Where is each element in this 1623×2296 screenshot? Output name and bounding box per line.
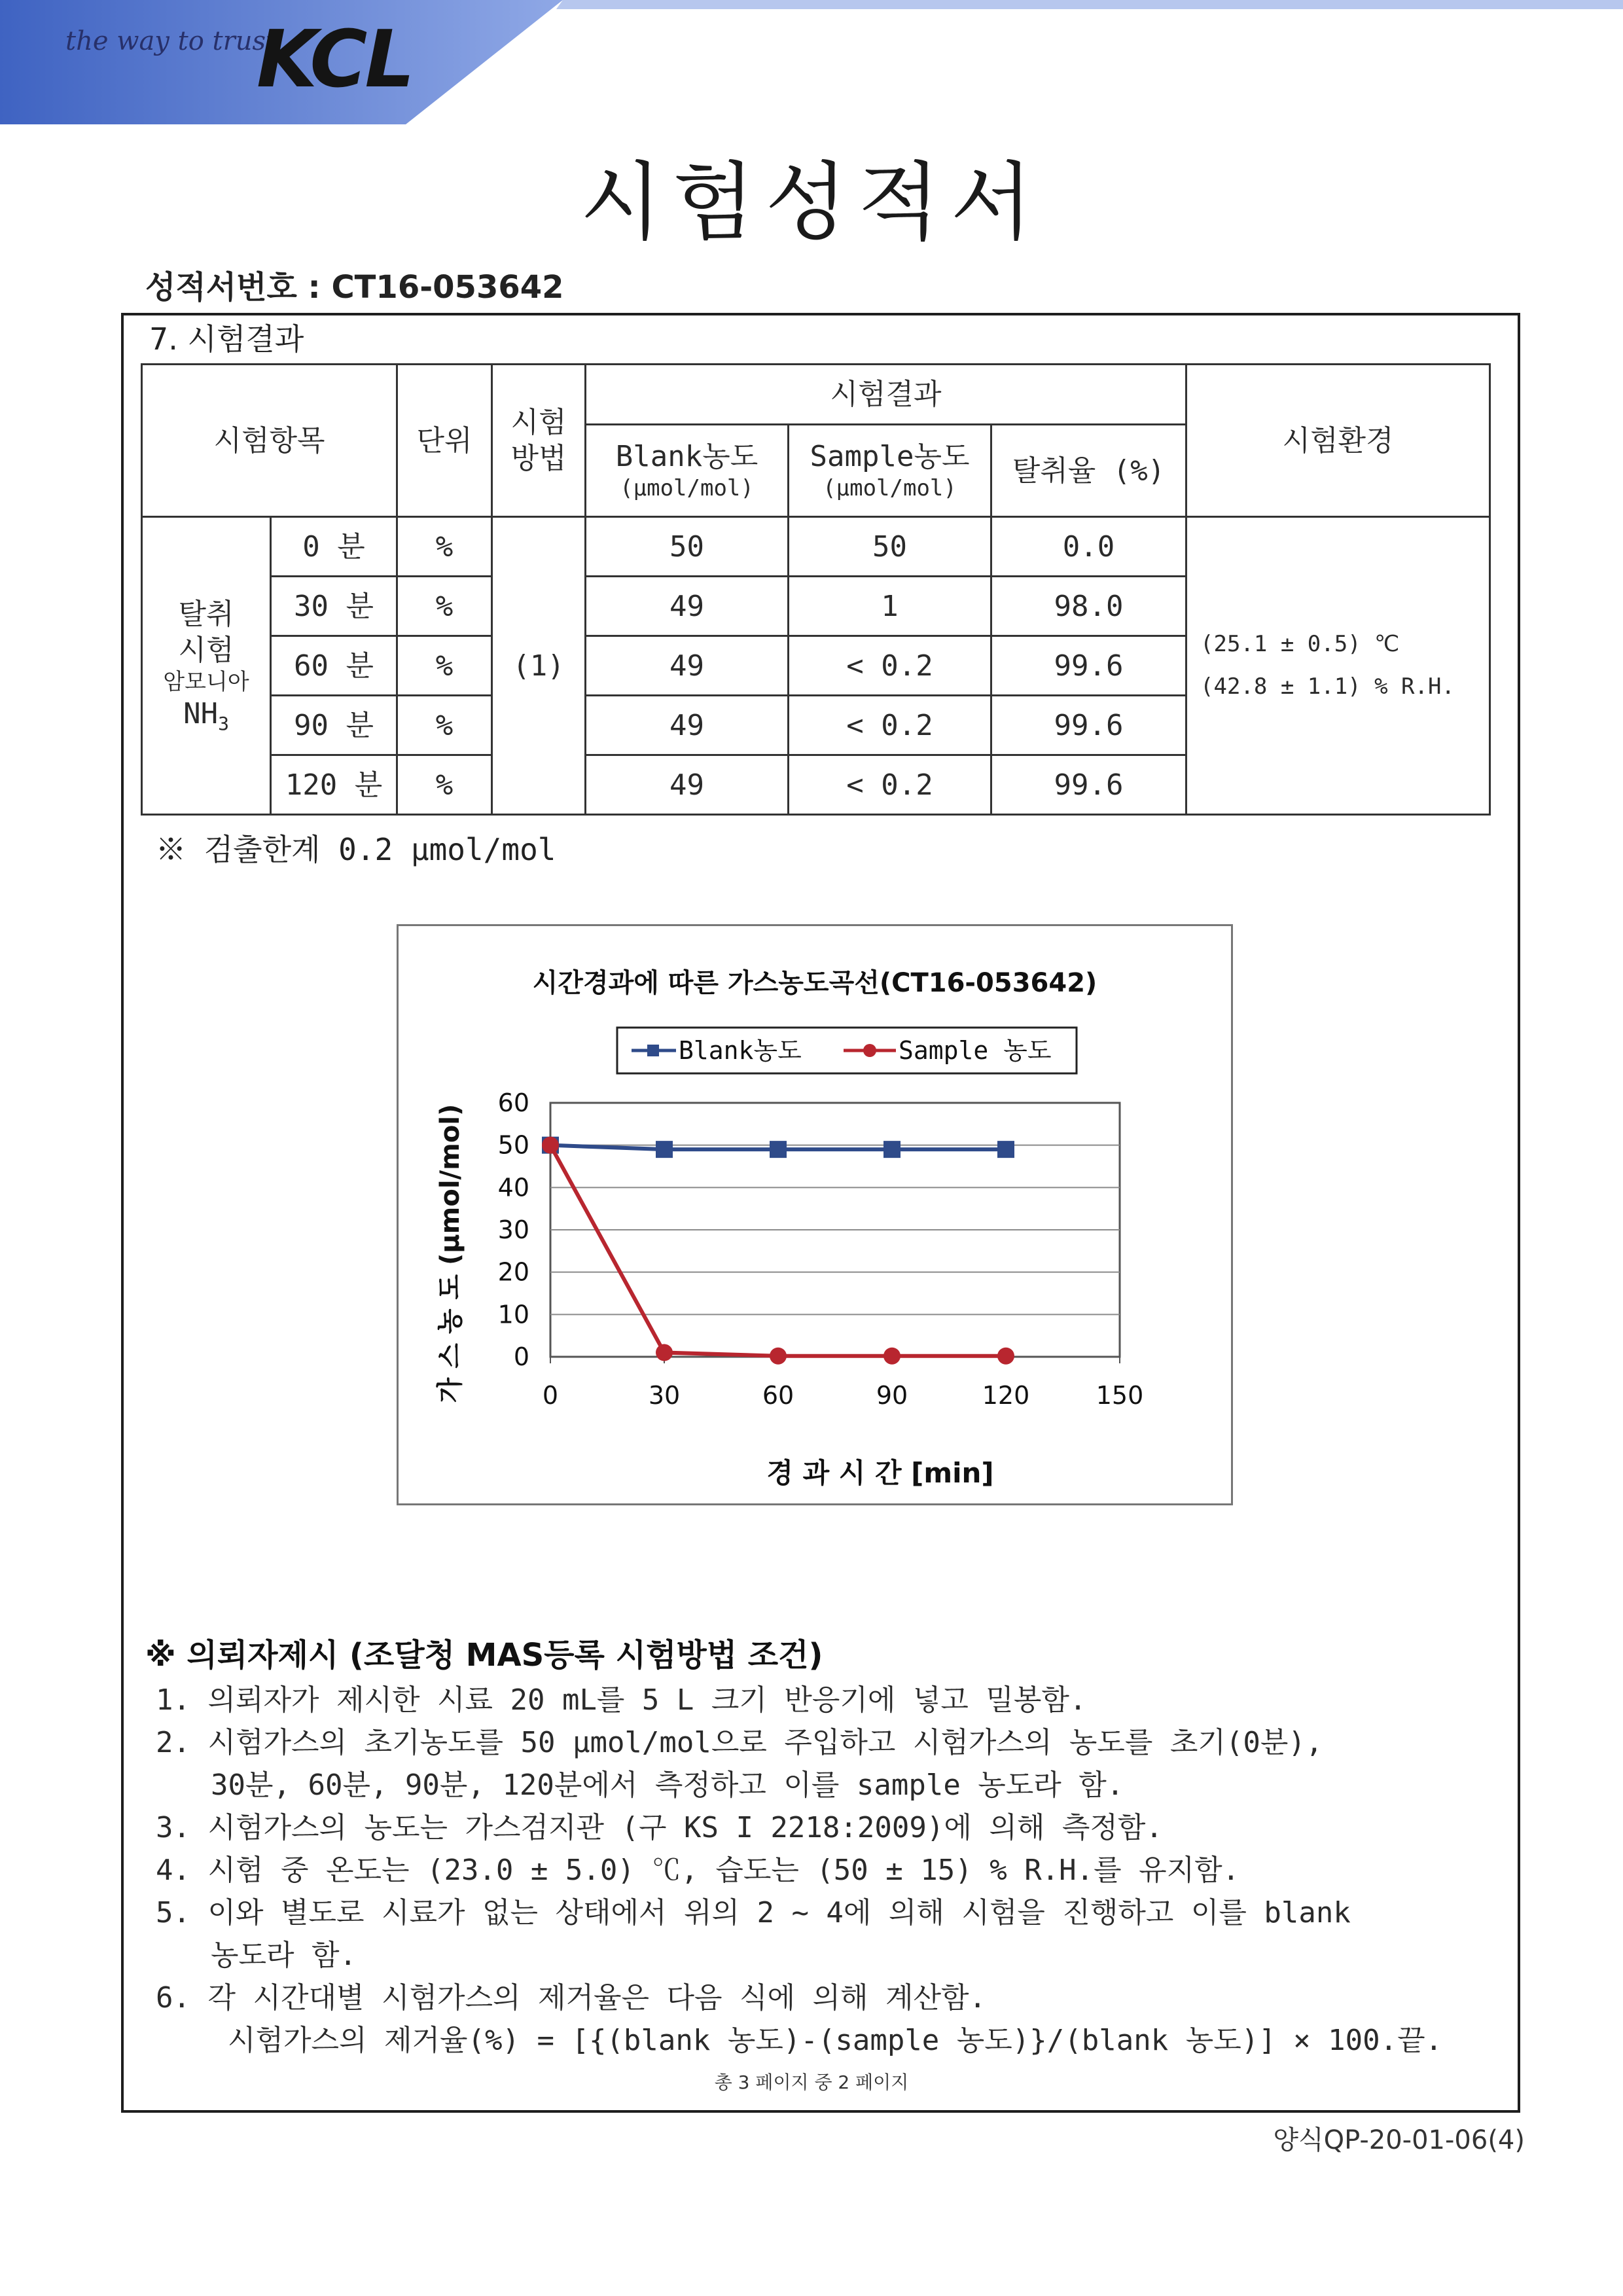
- sample-cell: < 0.2: [789, 696, 991, 755]
- report-number: 성적서번호 : CT16-053642: [145, 269, 564, 306]
- category-line1: 탈취: [178, 597, 234, 631]
- legend-marker-blank: [647, 1045, 659, 1056]
- condition-line-1: 1. 의뢰자가 제시한 시료 20 mL를 5 L 크기 반응기에 넣고 밀봉함.: [156, 1683, 1087, 1717]
- data-point-sample: [656, 1344, 673, 1361]
- conditions-list: [156, 1679, 1504, 2062]
- condition-formula: 시험가스의 제거율(%) = [{(blank 농도)-(sample 농도)}/(blank 농도)] × 100.끝.: [228, 2024, 1443, 2057]
- category-line3: 암모니아: [163, 668, 249, 695]
- legend-marker-sample: [863, 1044, 876, 1057]
- condition-line-5: 5. 이와 별도로 시료가 없는 상태에서 위의 2 ~ 4에 의해 시험을 진행하고 이를 blank: [156, 1896, 1351, 1929]
- section-title: 7. 시험결과: [149, 321, 304, 357]
- condition-line-6: 6. 각 시간대별 시험가스의 제거율은 다음 식에 의해 계산함.: [156, 1981, 986, 2015]
- environment-humidity: (42.8 ± 1.1) % R.H.: [1200, 673, 1455, 700]
- data-point-sample: [542, 1137, 559, 1154]
- y-tick-label: 0: [513, 1342, 529, 1371]
- header-item: 시험항목: [142, 365, 397, 517]
- chart-title: 시간경과에 따른 가스농도곡선(CT16-053642): [532, 968, 1097, 998]
- y-tick-label: 60: [497, 1088, 529, 1117]
- y-tick-label: 50: [497, 1130, 529, 1160]
- x-tick-label: 120: [982, 1381, 1030, 1410]
- environment-temp: (25.1 ± 0.5) ℃: [1200, 631, 1400, 658]
- data-point-sample: [883, 1348, 901, 1365]
- header-method: [492, 365, 586, 517]
- header-method-line1: 시험: [510, 406, 567, 439]
- data-point-blank: [883, 1141, 901, 1158]
- category-line4: $NH_3$: [183, 697, 229, 735]
- form-number: 양식QP-20-01-06(4): [1273, 2125, 1525, 2155]
- condition-line-5-cont: 농도라 함.: [211, 1939, 357, 1972]
- sample-cell: 1: [789, 577, 991, 636]
- header-blank-line1: Blank농도: [615, 440, 758, 474]
- y-tick-label: 10: [497, 1300, 529, 1329]
- environment-cell: [1186, 517, 1490, 815]
- banner-graphic: [0, 0, 1623, 124]
- gas-concentration-chart: [399, 926, 1231, 1503]
- header-sample-line2: (μmol/mol): [823, 475, 957, 502]
- header-blank-line2: (μmol/mol): [620, 475, 754, 502]
- unit-cell: %: [397, 636, 492, 696]
- table-row: [142, 517, 1490, 577]
- time-cell: 120 분: [271, 755, 397, 815]
- data-point-blank: [997, 1141, 1014, 1158]
- data-point-sample: [770, 1348, 787, 1365]
- time-cell: 90 분: [271, 696, 397, 755]
- unit-cell: %: [397, 696, 492, 755]
- time-cell: 30 분: [271, 577, 397, 636]
- y-axis-label: 가 스 농 도 (μmol/mol): [435, 1103, 465, 1403]
- condition-line-2: 2. 시험가스의 초기농도를 50 μmol/mol으로 주입하고 시험가스의 농도를 초기(0분),: [156, 1726, 1323, 1759]
- y-tick-label: 40: [497, 1173, 529, 1202]
- conditions-title: ※ 의뢰자제시 (조달청 MAS등록 시험방법 조건): [145, 1637, 823, 1674]
- removal-cell: 99.6: [991, 696, 1186, 755]
- header-method-line2: 방법: [510, 442, 567, 475]
- chart-container: [397, 924, 1233, 1505]
- x-axis-label: 경 과 시 간 [min]: [766, 1457, 994, 1489]
- legend-label-blank: Blank농도: [679, 1036, 802, 1065]
- time-cell: 60 분: [271, 636, 397, 696]
- blank-cell: 49: [586, 696, 789, 755]
- sample-cell: < 0.2: [789, 755, 991, 815]
- results-table: [141, 363, 1491, 816]
- x-tick-label: 150: [1096, 1381, 1144, 1410]
- removal-cell: 99.6: [991, 636, 1186, 696]
- slogan: the way to trust: [65, 26, 277, 56]
- document-title: 시험성적서: [580, 152, 1043, 252]
- blank-cell: 49: [586, 636, 789, 696]
- legend-label-sample: Sample 농도: [899, 1036, 1052, 1065]
- removal-cell: 0.0: [991, 517, 1186, 577]
- condition-line-4: 4. 시험 중 온도는 (23.0 ± 5.0) ℃, 습도는 (50 ± 15) % R.H.를 유지함.: [156, 1854, 1240, 1887]
- y-tick-label: 30: [497, 1215, 529, 1244]
- sample-cell: < 0.2: [789, 636, 991, 696]
- x-tick-label: 90: [876, 1381, 908, 1410]
- removal-cell: 99.6: [991, 755, 1186, 815]
- x-tick-label: 30: [648, 1381, 681, 1410]
- method-cell: (1): [492, 517, 586, 815]
- header-sample-line1: Sample농도: [810, 440, 970, 474]
- unit-cell: %: [397, 517, 492, 577]
- header-banner: [0, 0, 1623, 124]
- data-point-blank: [770, 1141, 787, 1158]
- blank-cell: 49: [586, 755, 789, 815]
- unit-cell: %: [397, 755, 492, 815]
- header-environment: 시험환경: [1186, 365, 1490, 517]
- x-tick-label: 0: [542, 1381, 559, 1410]
- detection-limit: ※ 검출한계 0.2 μmol/mol: [156, 832, 556, 867]
- header-results: 시험결과: [586, 365, 1186, 425]
- condition-line-2-cont: 30분, 60분, 90분, 120분에서 측정하고 이를 sample 농도라 함.: [211, 1768, 1124, 1802]
- page-number: 총 3 페이지 중 2 페이지: [714, 2072, 909, 2093]
- sample-cell: 50: [789, 517, 991, 577]
- data-point-blank: [656, 1141, 673, 1158]
- blank-cell: 49: [586, 577, 789, 636]
- y-tick-label: 20: [497, 1257, 529, 1287]
- chart-legend: [617, 1028, 1077, 1073]
- header-blank: [586, 425, 789, 517]
- header-sample: [789, 425, 991, 517]
- header-removal: 탈취율 (%): [991, 425, 1186, 517]
- removal-cell: 98.0: [991, 577, 1186, 636]
- data-point-sample: [997, 1348, 1014, 1365]
- category-cell: [142, 517, 271, 815]
- blank-cell: 50: [586, 517, 789, 577]
- category-line2: 시험: [178, 633, 234, 667]
- header-unit: 단위: [397, 365, 492, 517]
- kcl-logo: KCL: [257, 14, 412, 105]
- condition-line-3: 3. 시험가스의 농도는 가스검지관 (구 KS I 2218:2009)에 의해 측정함.: [156, 1811, 1163, 1844]
- time-cell: 0 분: [271, 517, 397, 577]
- x-tick-label: 60: [762, 1381, 794, 1410]
- unit-cell: %: [397, 577, 492, 636]
